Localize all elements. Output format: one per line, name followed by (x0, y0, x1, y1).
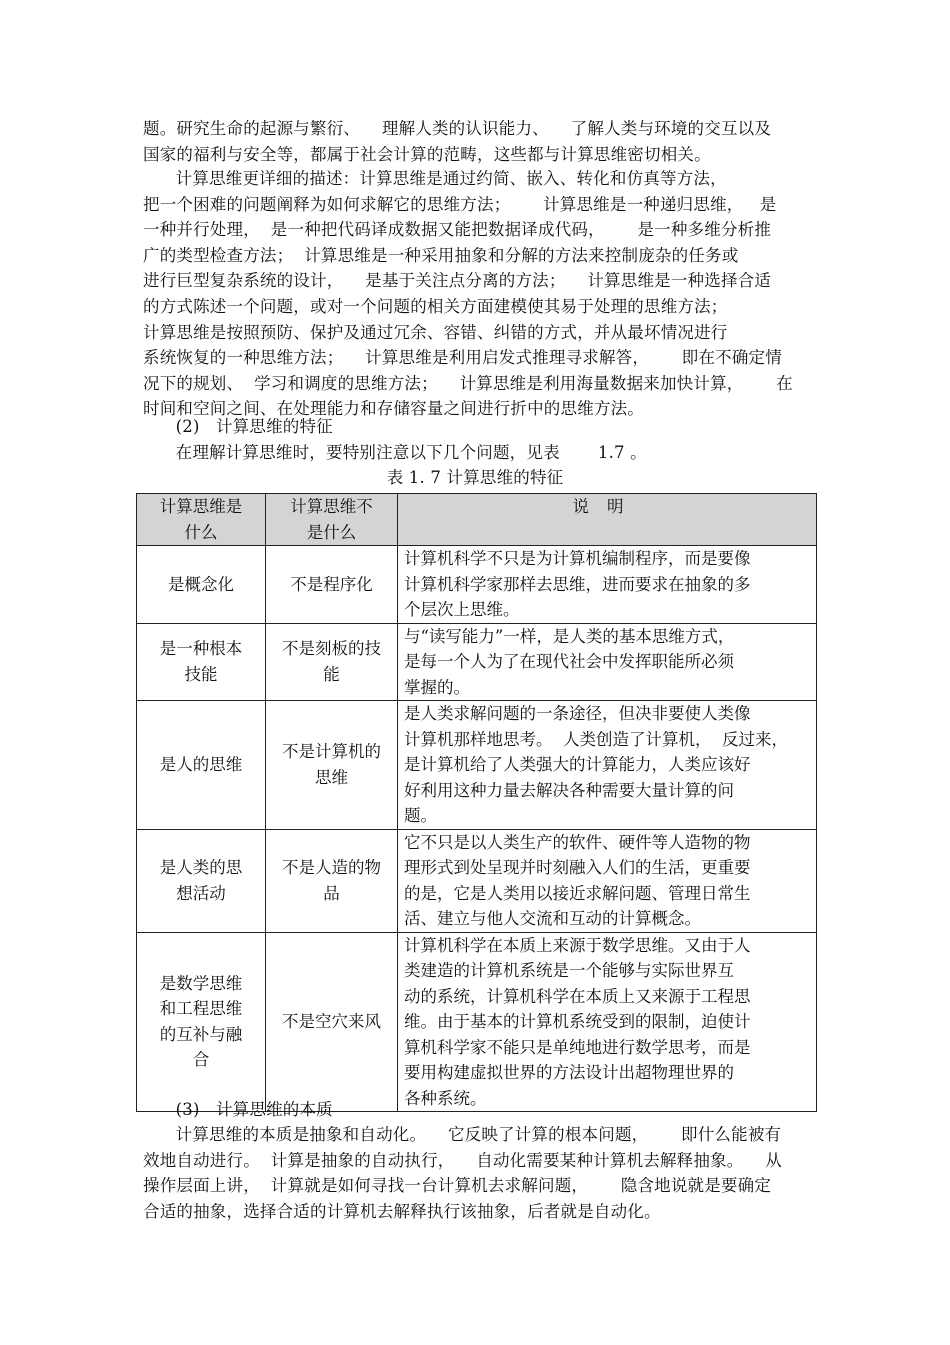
cell-line: 是人类的思 (159, 858, 243, 877)
cell-line: 题。 (404, 806, 437, 825)
cell-is-not (266, 829, 398, 932)
text-line: 广的类型检查方法； 计算思维是一种采用抽象和分解的方法来控制庞杂的任务或 (143, 245, 739, 265)
cell-line: 动的系统，计算机科学在本质上又来源于工程思 (404, 986, 751, 1006)
cell-line: 计算机那样地思考。 人类创造了计算机， 反过来， (404, 729, 788, 749)
text-line: 计算思维的本质是抽象和自动化。 它反映了计算的根本问题， 即什么能被有 (143, 1125, 782, 1144)
text-line: 的方式陈述一个问题，或对一个问题的相关方面建模使其易于处理的思维方法； (143, 297, 728, 316)
cell-line: 不是人造的物 (282, 858, 381, 877)
cell-line: 计算机科学家那样去思维，进而要求在抽象的多 (404, 574, 751, 594)
cell-line: 掌握的。 (404, 677, 470, 697)
cell-line: 不是计算机的 (282, 742, 381, 762)
section-intro: 在理解计算思维时，要特别注意以下几个问题，见表 1.7 。 (143, 443, 647, 462)
cell-line: 是每一个人为了在现代社会中发挥职能所必须 (404, 652, 734, 671)
cell-line: 活、建立与他人交流和互动的计算概念。 (404, 909, 701, 928)
text-line: 效地自动进行。 计算是抽象的自动执行， 自动化需要某种计算机去解释抽象。 从 (143, 1150, 782, 1170)
text-line: 进行巨型复杂系统的设计， 是基于关注点分离的方法； 计算思维是一种选择合适 (143, 271, 772, 291)
cell-line: 是数学思维 (159, 973, 243, 993)
cell-line: 的互补与融 (159, 1024, 243, 1044)
cell-line: 算机科学家不能只是单纯地进行数学思考，而是 (404, 1037, 751, 1057)
cell-line: 品 (323, 883, 340, 903)
cell-line: 不是空穴来风 (282, 1012, 381, 1031)
cell-line: 计算机科学在本质上来源于数学思维。又由于人 (404, 935, 751, 955)
cell-line: 是计算机给了人类强大的计算能力，人类应该好 (404, 755, 751, 774)
table-row (137, 932, 817, 1112)
cell-line: 理形式到处呈现并时刻融入人们的生活，更重要 (404, 858, 751, 877)
cell-is-not (266, 546, 398, 624)
table-header-row (137, 494, 817, 546)
text-line: 时间和空间之间、在处理能力和存储容量之间进行折中的思维方法。 (143, 399, 644, 419)
cell-line: 各种系统。 (404, 1088, 487, 1108)
text-line: 题。研究生命的起源与繁衍、 理解人类的认识能力、 了解人类与环境的交互以及 (143, 119, 772, 138)
cell-is-not (266, 932, 398, 1112)
cell-description (398, 932, 817, 1112)
cell-line: 要用构建虚拟世界的方法设计出超物理世界的 (404, 1063, 734, 1082)
cell-line: 的是，它是人类用以接近求解问题、管理日常生 (404, 883, 751, 903)
cell-is (137, 701, 266, 830)
header-is: 计算思维是 什么 (137, 494, 266, 546)
cell-line: 是概念化 (168, 574, 234, 594)
table-row (137, 701, 817, 830)
cell-line: 能 (323, 664, 340, 684)
header-description: 说明 (398, 494, 817, 546)
text-line: 操作层面上讲， 计算就是如何寻找一台计算机去求解问题， 隐含地说就是要确定 (143, 1176, 772, 1196)
cell-line: 维。由于基本的计算机系统受到的限制，迫使计 (404, 1012, 751, 1031)
table-row (137, 546, 817, 624)
cell-line: 与“读写能力”一样，是人类的基本思维方式， (404, 626, 735, 646)
cell-line: 不是程序化 (290, 574, 373, 594)
header-is-not: 计算思维不 是什么 (266, 494, 398, 546)
section-heading-essence: (3) 计算思维的本质 (143, 1100, 333, 1119)
cell-line: 是人的思维 (159, 755, 243, 774)
text-line: 计算思维更详细的描述：计算思维是通过约简、嵌入、转化和仿真等方法， (143, 169, 727, 188)
cell-description (398, 701, 817, 830)
cell-line: 类建造的计算机系统是一个能够与实际世界互 (404, 961, 734, 980)
cell-description (398, 623, 817, 701)
cell-line: 计算机科学不只是为计算机编制程序，而是要像 (404, 549, 751, 568)
cell-line: 是人类求解问题的一条途径，但决非要使人类像 (404, 704, 751, 723)
text-line: 系统恢复的一种思维方法； 计算思维是利用启发式推理寻求解答， 即在不确定情 (143, 348, 782, 368)
cell-description (398, 829, 817, 932)
cell-line: 它不只是以人类生产的软件、硬件等人造物的物 (404, 832, 751, 852)
characteristics-table (136, 493, 817, 1112)
cell-line: 和工程思维 (159, 999, 243, 1019)
cell-line: 是一种根本 (159, 639, 243, 659)
cell-line: 不是刻板的技 (282, 639, 381, 659)
cell-line: 个层次上思维。 (404, 600, 520, 619)
cell-line: 好利用这种力量去解决各种需要大量计算的问 (404, 780, 734, 800)
text-line: 计算思维是按照预防、保护及通过冗余、容错、纠错的方式，并从最坏情况进行 (143, 322, 728, 342)
cell-is (137, 932, 266, 1112)
cell-is (137, 829, 266, 932)
text-line: 国家的福利与安全等，都属于社会计算的范畴，这些都与计算思维密切相关。 (143, 144, 711, 164)
section-heading-characteristics: (2) 计算思维的特征 (143, 417, 333, 436)
cell-line: 思维 (315, 767, 348, 787)
cell-is-not (266, 623, 398, 701)
table-row (137, 829, 817, 932)
text-line: 把一个困难的问题阐释为如何求解它的思维方法； 计算思维是一种递归思维， 是 (143, 194, 777, 214)
table-row (137, 623, 817, 701)
text-line: 一种并行处理， 是一种把代码译成数据又能把数据译成代码， 是一种多维分析推 (143, 220, 772, 240)
cell-is-not (266, 701, 398, 830)
cell-is (137, 546, 266, 624)
cell-is (137, 623, 266, 701)
text-line: 况下的规划、 学习和调度的思维方法； 计算思维是利用海量数据来加快计算， 在 (143, 373, 793, 393)
cell-line: 技能 (184, 664, 218, 684)
text-line: 合适的抽象，选择合适的计算机去解释执行该抽象，后者就是自动化。 (143, 1201, 661, 1221)
cell-line: 合 (192, 1050, 210, 1070)
table-caption: 表 1. 7 计算思维的特征 (386, 468, 564, 487)
cell-line: 想活动 (176, 883, 226, 903)
cell-description (398, 546, 817, 624)
